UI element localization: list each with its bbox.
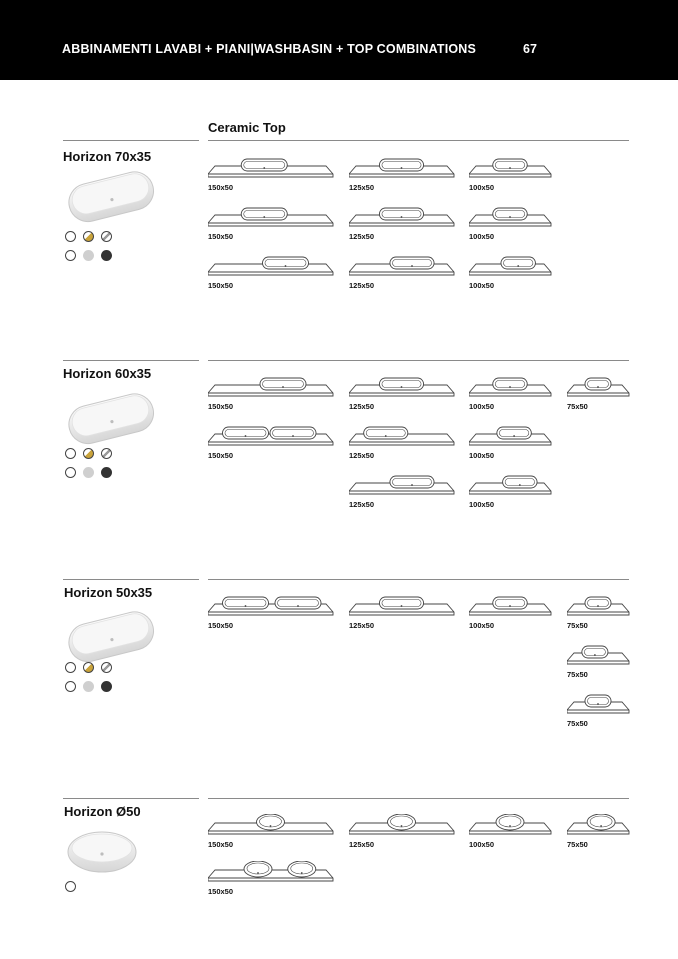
finish-swatch-white xyxy=(65,881,76,892)
section-divider xyxy=(63,579,199,580)
size-label: 100x50 xyxy=(469,183,495,192)
size-label: 75x50 xyxy=(567,840,588,849)
size-label: 150x50 xyxy=(208,621,234,630)
washbasin-top-drawing-icon xyxy=(349,376,456,400)
washbasin-top-drawing-icon xyxy=(567,644,631,668)
washbasin-top-drawing-icon xyxy=(208,595,335,619)
finish-swatch-grey xyxy=(83,681,94,692)
page-header xyxy=(0,0,678,80)
header-title: ABBINAMENTI LAVABI + PIANI|WASHBASIN + TOP COMBINATIONS xyxy=(62,42,477,56)
column-title-rule xyxy=(208,140,629,141)
size-label: 125x50 xyxy=(349,621,375,630)
size-label: 100x50 xyxy=(469,232,495,241)
section-title: Horizon Ø50 xyxy=(64,804,141,819)
size-label: 100x50 xyxy=(469,500,495,509)
section-divider xyxy=(208,579,629,580)
finish-swatch-chrome xyxy=(101,231,112,242)
washbasin-photo-icon xyxy=(62,168,158,224)
size-label: 125x50 xyxy=(349,232,375,241)
size-label: 150x50 xyxy=(208,402,234,411)
washbasin-top-drawing-icon xyxy=(567,814,631,838)
size-label: 100x50 xyxy=(469,451,495,460)
washbasin-top-drawing-icon xyxy=(349,474,456,498)
finish-swatch-white xyxy=(65,448,76,459)
washbasin-top-drawing-icon xyxy=(469,474,553,498)
section-divider xyxy=(63,360,199,361)
section-title: Horizon 50x35 xyxy=(64,585,153,600)
size-label: 150x50 xyxy=(208,183,234,192)
size-label: 125x50 xyxy=(349,500,375,509)
finish-swatch-white xyxy=(65,681,76,692)
size-label: 100x50 xyxy=(469,281,495,290)
section-divider xyxy=(63,140,199,141)
finish-swatch-black xyxy=(101,250,112,261)
size-label: 125x50 xyxy=(349,402,375,411)
size-label: 125x50 xyxy=(349,840,375,849)
finish-swatch-black xyxy=(101,681,112,692)
size-label: 75x50 xyxy=(567,402,588,411)
size-label: 150x50 xyxy=(208,232,234,241)
size-label: 150x50 xyxy=(208,887,234,896)
size-label: 75x50 xyxy=(567,621,588,630)
washbasin-top-drawing-icon xyxy=(469,425,553,449)
finish-swatch-white xyxy=(65,467,76,478)
size-label: 100x50 xyxy=(469,402,495,411)
size-label: 150x50 xyxy=(208,451,234,460)
finish-swatch-white xyxy=(65,231,76,242)
washbasin-top-drawing-icon xyxy=(208,861,335,885)
page-number: 67 xyxy=(523,42,537,56)
section-divider xyxy=(208,798,629,799)
finish-swatch-black xyxy=(101,467,112,478)
washbasin-top-drawing-icon xyxy=(208,814,335,838)
washbasin-top-drawing-icon xyxy=(469,157,553,181)
washbasin-top-drawing-icon xyxy=(469,376,553,400)
finish-swatch-gold xyxy=(83,448,94,459)
size-label: 150x50 xyxy=(208,840,234,849)
finish-swatch-grey xyxy=(83,250,94,261)
size-label: 150x50 xyxy=(208,281,234,290)
finish-swatch-chrome xyxy=(101,448,112,459)
washbasin-top-drawing-icon xyxy=(349,255,456,279)
size-label: 100x50 xyxy=(469,621,495,630)
washbasin-top-drawing-icon xyxy=(349,157,456,181)
washbasin-top-drawing-icon xyxy=(349,814,456,838)
washbasin-top-drawing-icon xyxy=(349,595,456,619)
washbasin-photo-icon xyxy=(62,608,158,664)
section-divider xyxy=(208,360,629,361)
washbasin-photo-icon xyxy=(62,826,158,882)
washbasin-top-drawing-icon xyxy=(469,814,553,838)
column-title: Ceramic Top xyxy=(208,120,286,135)
washbasin-top-drawing-icon xyxy=(469,595,553,619)
washbasin-top-drawing-icon xyxy=(469,255,553,279)
washbasin-top-drawing-icon xyxy=(567,693,631,717)
washbasin-top-drawing-icon xyxy=(208,425,335,449)
washbasin-top-drawing-icon xyxy=(567,595,631,619)
finish-swatch-gold xyxy=(83,662,94,673)
washbasin-top-drawing-icon xyxy=(567,376,631,400)
washbasin-top-drawing-icon xyxy=(208,255,335,279)
finish-swatch-white xyxy=(65,250,76,261)
finish-swatch-white xyxy=(65,662,76,673)
size-label: 125x50 xyxy=(349,183,375,192)
washbasin-top-drawing-icon xyxy=(208,376,335,400)
size-label: 75x50 xyxy=(567,719,588,728)
section-divider xyxy=(63,798,199,799)
size-label: 75x50 xyxy=(567,670,588,679)
washbasin-top-drawing-icon xyxy=(208,206,335,230)
size-label: 125x50 xyxy=(349,281,375,290)
washbasin-top-drawing-icon xyxy=(349,425,456,449)
finish-swatch-gold xyxy=(83,231,94,242)
washbasin-top-drawing-icon xyxy=(469,206,553,230)
washbasin-top-drawing-icon xyxy=(349,206,456,230)
section-title: Horizon 70x35 xyxy=(63,149,152,164)
finish-swatch-chrome xyxy=(101,662,112,673)
washbasin-photo-icon xyxy=(62,390,158,446)
washbasin-top-drawing-icon xyxy=(208,157,335,181)
size-label: 125x50 xyxy=(349,451,375,460)
size-label: 100x50 xyxy=(469,840,495,849)
section-title: Horizon 60x35 xyxy=(63,366,152,381)
finish-swatch-grey xyxy=(83,467,94,478)
